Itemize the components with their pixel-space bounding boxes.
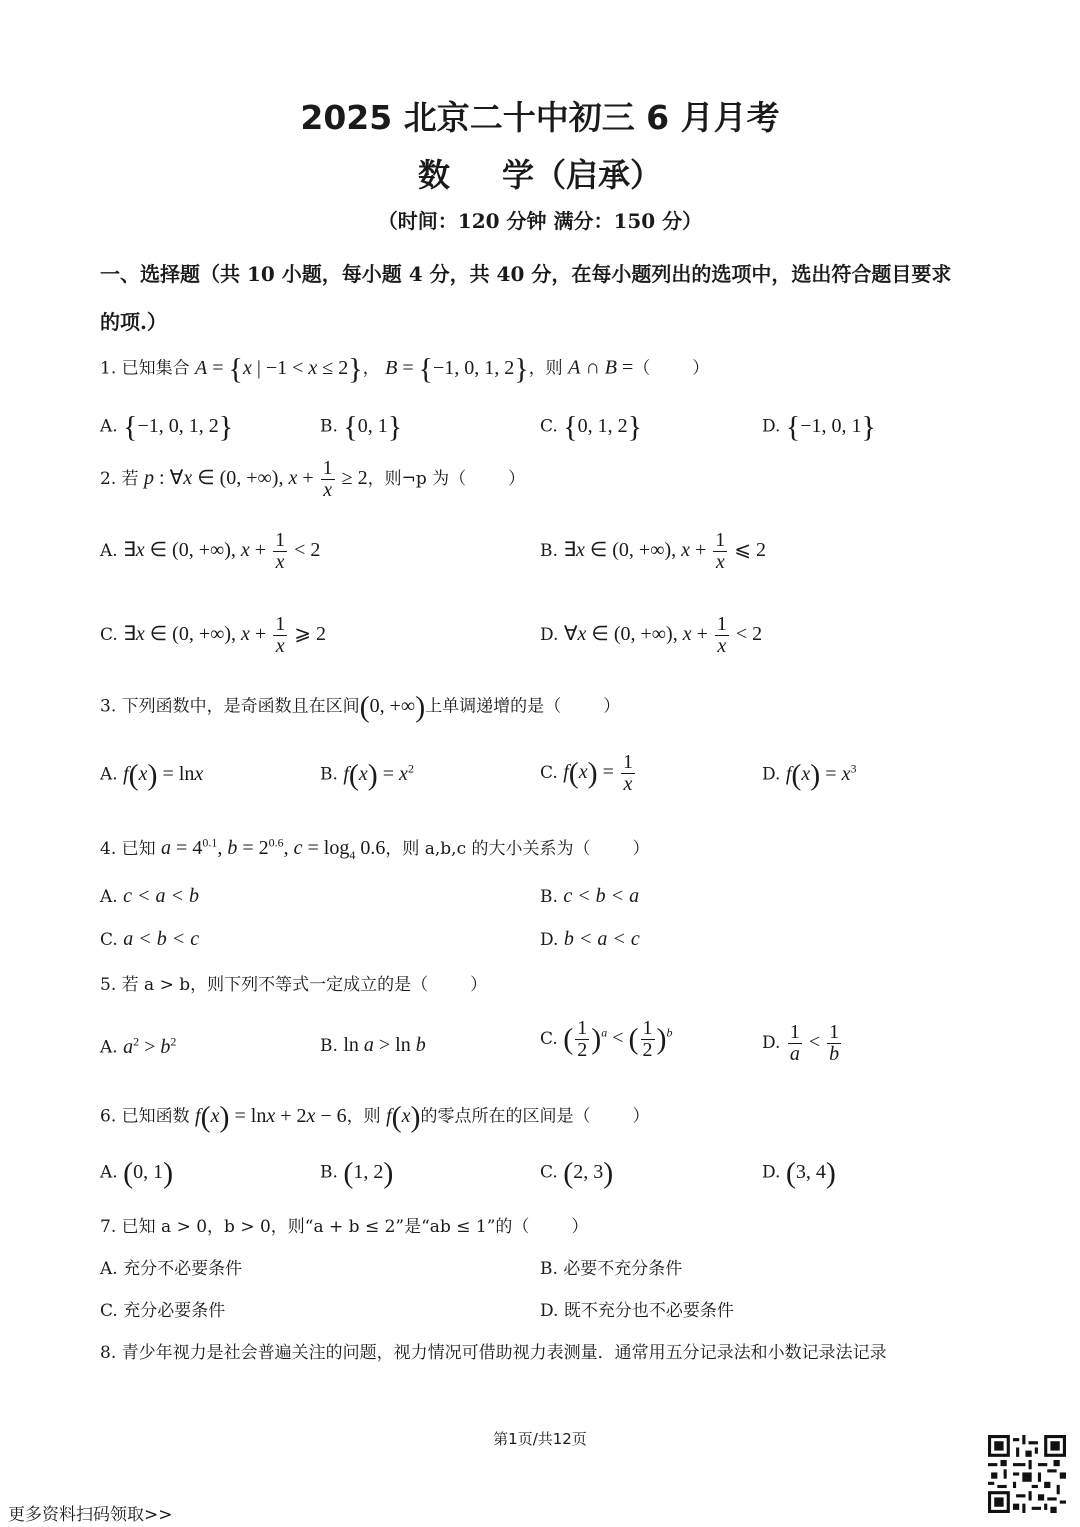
qr-code-icon[interactable] — [988, 1435, 1066, 1513]
question-5: 5. 若 a > b，则下列不等式一定成立的是（ ） — [100, 975, 488, 995]
q5-option-a[interactable]: A. $a^2 > b^2$ — [100, 1034, 177, 1058]
q4-option-b[interactable]: B. c < b < a — [540, 885, 640, 907]
question-7: 7. 已知 a > 0，b > 0，则“a + b ≤ 2”是“ab ≤ 1”的（ ） — [100, 1217, 589, 1237]
q2-option-a[interactable]: A. ∃x ∈ (0, +∞), x + $\frac{1}{x}$ < 2 — [100, 529, 321, 573]
q6-option-c[interactable]: C. (2, 3) — [540, 1156, 614, 1189]
q2-option-b[interactable]: B. ∃x ∈ (0, +∞), x + $\frac{1}{x}$ ⩽ 2 — [540, 529, 767, 573]
page-number: 第1页/共12页 — [493, 1430, 587, 1448]
q1-option-a[interactable]: A. {−1, 0, 1, 2} — [100, 410, 234, 443]
time-info: （时间：120 分钟 满分：150 分） — [377, 209, 703, 233]
q7-option-c[interactable]: C. 充分必要条件 — [100, 1301, 226, 1321]
q4-option-a[interactable]: A. c < a < b — [100, 885, 199, 907]
q5-option-b[interactable]: B. ln a > ln b — [320, 1034, 426, 1056]
question-2: 2. 若 p : ∀x ∈ (0, +∞), x + $\frac{1}{x}$ ≥ 2，则¬p 为（ ） — [100, 457, 526, 501]
q4-option-c[interactable]: C. a < b < c — [100, 928, 200, 950]
q5-option-d[interactable]: D. $\frac{1}{a}$ < $\frac{1}{b}$ — [762, 1021, 840, 1065]
q6-option-b[interactable]: B. (1, 2) — [320, 1156, 394, 1189]
exam-title: 2025 北京二十中初三 6 月月考 — [300, 98, 780, 137]
section-heading-line1: 一、选择题（共 10 小题，每小题 4 分，共 40 分，在每小题列出的选项中，选出符合题目要求 — [100, 262, 952, 286]
q6-option-d[interactable]: D. (3, 4) — [762, 1156, 836, 1189]
q3-option-a[interactable]: A. f(x) = lnx — [100, 758, 204, 791]
q1-option-c[interactable]: C. {0, 1, 2} — [540, 410, 643, 443]
subject-rest: 学（启承） — [502, 156, 663, 194]
q1-option-d[interactable]: D. {−1, 0, 1} — [762, 410, 876, 443]
subject-char: 数 — [417, 156, 450, 194]
q6-option-a[interactable]: A. (0, 1) — [100, 1156, 174, 1189]
q7-option-b[interactable]: B. 必要不充分条件 — [540, 1259, 683, 1279]
question-4: 4. 已知 $a = 4^{0.1}$, $b = 2^{0.6}$, $c = \log_4 0.6$，则 a,b,c 的大小关系为（ ） — [100, 835, 650, 862]
q5-option-c[interactable]: C. ( $\frac{1}{2}$ )$^a$ < ( $\frac{1}{2}$ )$^b$ — [540, 1017, 673, 1061]
question-3: 3. 下列函数中，是奇函数且在区间(0, +∞)上单调递增的是（ ） — [100, 690, 621, 723]
exam-subject — [0, 150, 1080, 196]
q3-option-c[interactable]: C. f(x) = $\frac{1}{x}$ — [540, 751, 633, 795]
q7-option-d[interactable]: D. 既不充分也不必要条件 — [540, 1301, 734, 1321]
q2-option-c[interactable]: C. ∃x ∈ (0, +∞), x + $\frac{1}{x}$ ⩾ 2 — [100, 613, 326, 657]
more-resources-link[interactable]: 更多资料扫码领取>> — [8, 1505, 173, 1525]
section-heading-line2: 的项.） — [100, 310, 167, 334]
question-8: 8. 青少年视力是社会普遍关注的问题，视力情况可借助视力表测量．通常用五分记录法和小数记录法记录 — [100, 1343, 887, 1363]
q3-option-d[interactable]: D. $f(x) = x^3$ — [762, 758, 857, 791]
q4-option-d[interactable]: D. b < a < c — [540, 928, 640, 950]
q7-option-a[interactable]: A. 充分不必要条件 — [100, 1259, 243, 1279]
q1-option-b[interactable]: B. {0, 1} — [320, 410, 403, 443]
q2-option-d[interactable]: D. ∀x ∈ (0, +∞), x + $\frac{1}{x}$ < 2 — [540, 613, 763, 657]
q3-option-b[interactable]: B. $f(x) = x^2$ — [320, 758, 414, 791]
question-1: 1. 已知集合 A = {x | −1 < x ≤ 2}， B = {−1, 0, 1, 2}，则 A ∩ B =（ ） — [100, 352, 710, 385]
question-6: 6. 已知函数 f(x) = lnx + 2x − 6，则 f(x)的零点所在的区间是（ ） — [100, 1100, 650, 1133]
